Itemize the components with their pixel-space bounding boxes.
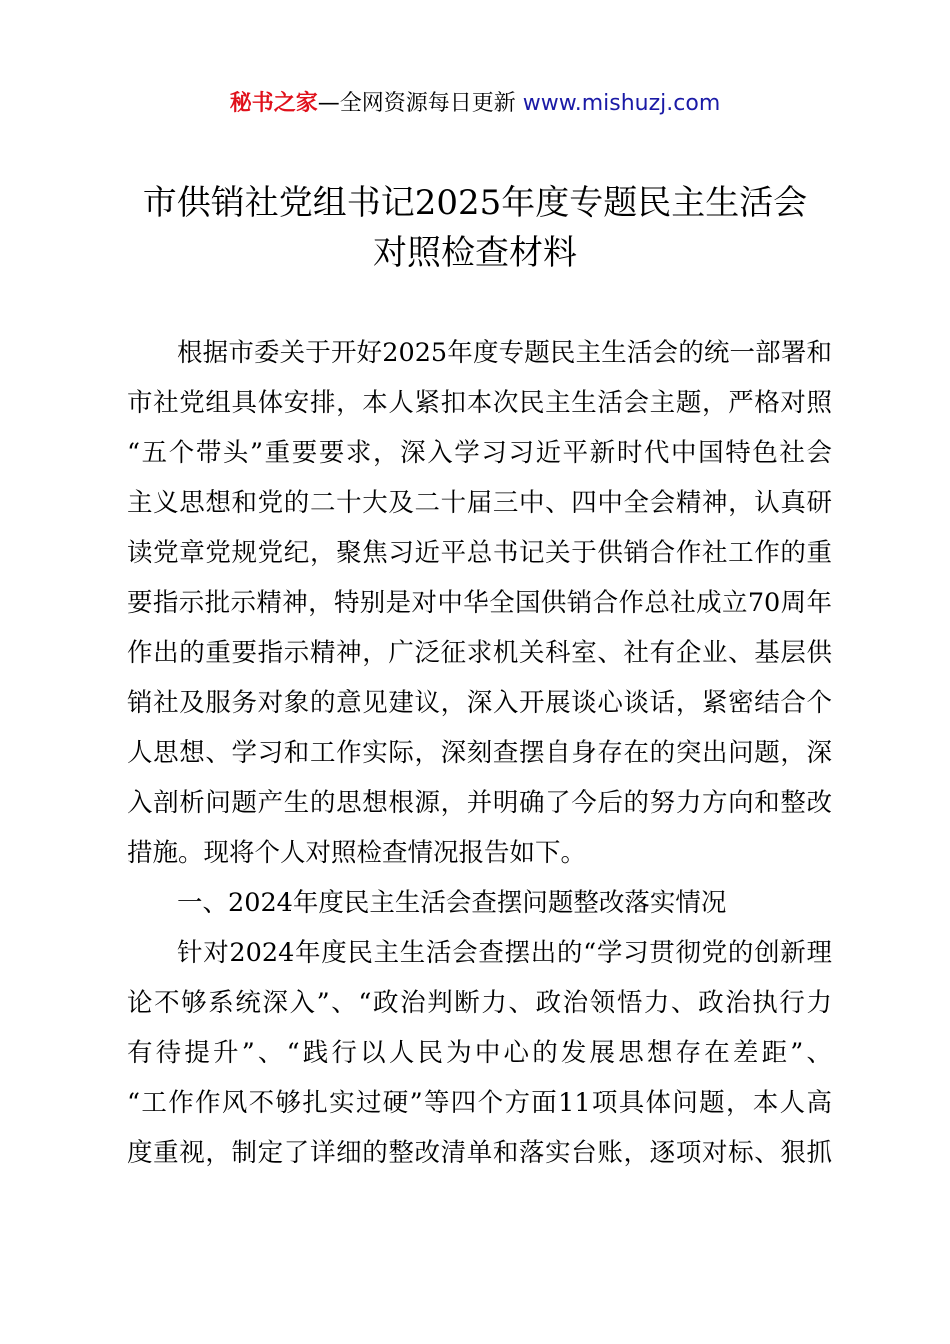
- title-line: 市供销社党组书记2025年度专题民主生活会: [142, 183, 808, 223]
- paragraph-line: “工作作风不够扎实过硬”等四个方面11项具体问题，本人高: [127, 1088, 832, 1118]
- paragraph-line: 根据市委关于开好2025年度专题民主生活会的统一部署和: [177, 338, 832, 368]
- paragraph-line: 主义思想和党的二十大及二十届三中、四中全会精神，认真研: [127, 488, 832, 518]
- paragraph-line: 市社党组具体安排，本人紧扣本次民主生活会主题，严格对照: [127, 388, 832, 418]
- site-tagline: —全网资源每日更新: [317, 91, 523, 116]
- site-brand: 秘书之家: [229, 91, 318, 116]
- paragraph-line: 要指示批示精神，特别是对中华全国供销合作总社成立70周年: [127, 588, 832, 618]
- document-title: [0, 178, 950, 278]
- document-body: [127, 328, 832, 1178]
- site-header: [0, 88, 950, 120]
- paragraph-line: 论不够系统深入”、“政治判断力、政治领悟力、政治执行力: [127, 988, 832, 1018]
- paragraph-line: 入剖析问题产生的思想根源，并明确了今后的努力方向和整改: [127, 788, 832, 818]
- section-heading: 一、2024年度民主生活会查摆问题整改落实情况: [177, 888, 727, 918]
- site-url-link[interactable]: www.mishuzj.com: [522, 91, 721, 116]
- paragraph-line: 人思想、学习和工作实际，深刻查摆自身存在的突出问题，深: [127, 738, 832, 768]
- title-line: 对照检查材料: [373, 233, 577, 273]
- paragraph-line: 针对2024年度民主生活会查摆出的“学习贯彻党的创新理: [177, 938, 832, 968]
- paragraph-line: “五个带头”重要要求，深入学习习近平新时代中国特色社会: [127, 438, 832, 468]
- paragraph-line: 有待提升”、“践行以人民为中心的发展思想存在差距”、: [127, 1038, 832, 1068]
- paragraph-line: 度重视，制定了详细的整改清单和落实台账，逐项对标、狠抓: [127, 1138, 832, 1168]
- paragraph-line: 措施。现将个人对照检查情况报告如下。: [127, 838, 587, 868]
- paragraph-line: 销社及服务对象的意见建议，深入开展谈心谈话，紧密结合个: [127, 688, 832, 718]
- paragraph-line: 作出的重要指示精神，广泛征求机关科室、社有企业、基层供: [127, 638, 832, 668]
- paragraph-line: 读党章党规党纪，聚焦习近平总书记关于供销合作社工作的重: [127, 538, 832, 568]
